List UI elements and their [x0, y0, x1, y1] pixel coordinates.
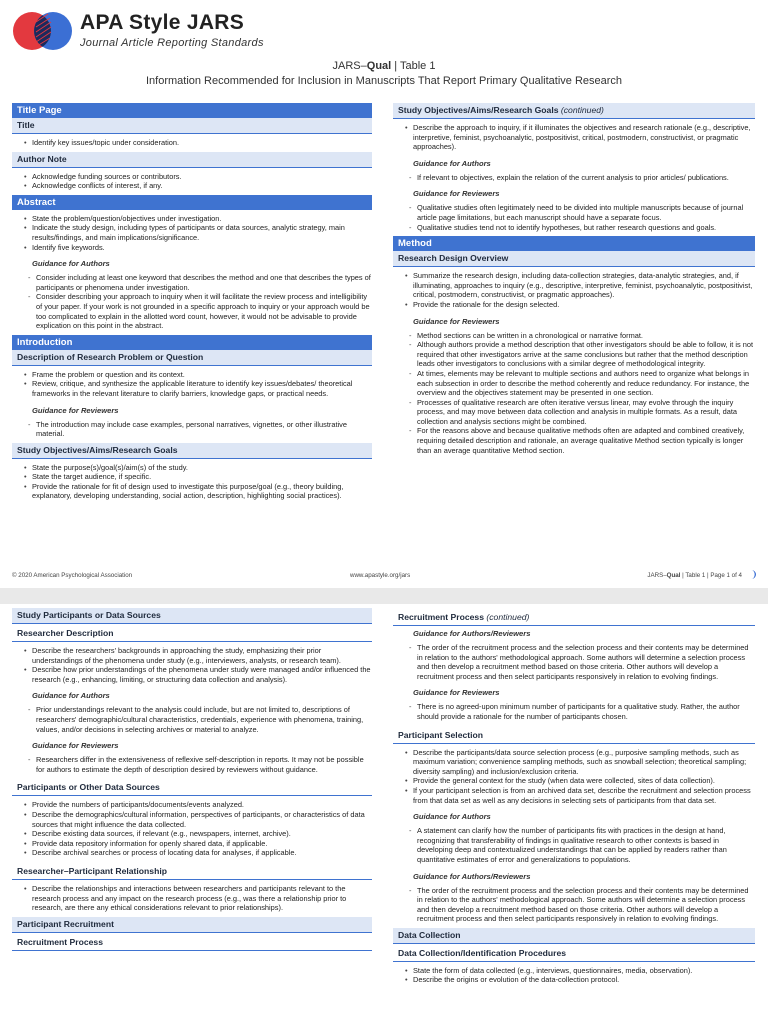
objectives-authors-list [393, 173, 755, 183]
list-item: • Describe the demographics/cultural information, perspectives of participants, or characteristics of data sources that might influence the data collected. [24, 810, 372, 829]
guidance-heading: Guidance for Authors [413, 158, 491, 168]
page1-left-column [12, 103, 372, 505]
list-item: • Provide the rationale for fit of design used to investigate this purpose/goal (e.g., theory building, explanatory, developing understanding, social action, description, highlighting social practices). [24, 482, 372, 501]
other-sources-list [12, 800, 372, 858]
objectives-cont-list [393, 123, 755, 152]
list-item: - Qualitative studies tend not to identify hypotheses, but rather research questions and goals. [409, 223, 755, 233]
subsection-researcher-description: Researcher Description [12, 624, 372, 642]
selection-ar-list [393, 886, 755, 924]
crescent-icon [747, 570, 756, 579]
list-item: - Although authors provide a method description that other investigators should be able to follow, it is not required that other investigators arrive at the same conclusions but rather that the method description leads other investigators to conclusions with a similar degree of methodological integrity. [409, 340, 755, 369]
list-item: - The order of the recruitment process and the selection process and their contents may be determined in relation to the authors' methodological approach. Some authors will determine a selection process and then develop a recruitment method based on those criteria. Other authors will develop a recruitment process and then select participants responsively in relation to evolving findings. [409, 643, 755, 681]
footer-page-suffix: | Table 1 | Page 1 of 4 [680, 572, 742, 579]
abstract-list [12, 214, 372, 252]
guidance-heading: Guidance for Authors/Reviewers [413, 871, 531, 881]
table-subtitle: Information Recommended for Inclusion in Manuscripts That Report Primary Qualitative Research [145, 75, 623, 87]
list-item: - The introduction may include case examples, personal narratives, vignettes, or other illustrative material. [28, 420, 372, 439]
list-item: • Indicate the study design, including types of participants or data sources, analytic strategy, main results/findings, and main implications/significance. [24, 223, 372, 242]
subsection-data-collection: Data Collection [393, 928, 755, 944]
list-item: • Acknowledge conflicts of interest, if any. [24, 181, 372, 191]
list-item: - Researchers differ in the extensiveness of reflexive self-description in reports. It may not be possible for authors to estimate the depth of description desired by reviewers without guidance. [28, 755, 372, 774]
dc-list [393, 966, 755, 985]
subsection-objectives: Study Objectives/Aims/Research Goals [12, 443, 372, 459]
list-item: - Method sections can be written in a chronological or narrative format. [409, 331, 755, 341]
list-item: • Review, critique, and synthesize the applicable literature to identify key issues/debates/ theoretical frameworks in the relevant literature to clarify barriers, knowledge gaps, or practical needs. [24, 379, 372, 398]
table-title [0, 60, 768, 72]
list-item: • Describe the participants/data source selection process (e.g., purposive sampling methods, such as maximum variation; convenience sampling methods, such as snowball selection; theoretical sampling; diversity sampling) and inclusion/exclusion criteria. [405, 748, 755, 777]
section-method: Method [393, 236, 755, 251]
guidance-heading: Guidance for Reviewers [413, 189, 500, 199]
guidance-heading: Guidance for Reviewers [32, 405, 119, 415]
guidance-heading: Guidance for Reviewers [413, 316, 500, 326]
page2-right-column [393, 608, 755, 989]
objectives-reviewers-list [393, 203, 755, 232]
title-list [12, 138, 372, 148]
subsection-recruitment-process: Recruitment Process [12, 933, 372, 951]
subsection-title: Title [12, 118, 372, 134]
list-item: • State the target audience, if specific. [24, 472, 372, 482]
author-note-list [12, 172, 372, 191]
list-item: • Describe the origins or evolution of the data-collection protocol. [405, 975, 755, 985]
subsection-recruitment-continued [393, 608, 755, 626]
guidance-heading: Guidance for Authors [413, 812, 491, 822]
list-item: - Consider including at least one keyword that describes the method and one that describes the types of participants or phenomena under investigation. [28, 273, 372, 292]
guidance-heading: Guidance for Authors/Reviewers [413, 629, 531, 638]
list-item: • Describe archival searches or process of locating data for analyses, if applicable. [24, 848, 372, 858]
rd-reviewers-list [12, 755, 372, 774]
list-item: • Provide data repository information for openly shared data, if applicable. [24, 839, 372, 849]
list-item: - Consider describing your approach to inquiry when it will facilitate the review process and intelligibility of your paper. If your work is not grounded in a specific approach to inquiry or your approach would be too complicated to explain in the allotted word count, however, it would not be advisable to provide explication on this point in the abstract. [28, 292, 372, 330]
recruit-cont-label: Recruitment Process [398, 612, 484, 622]
subsection-objectives-continued [393, 103, 755, 119]
subsection-participants: Study Participants or Data Sources [12, 608, 372, 624]
design-list [393, 271, 755, 309]
page1-right-column [393, 103, 755, 459]
list-item: • Summarize the research design, including data-collection strategies, data-analytic strategies, and, if illuminating, approaches to inquiry (e.g., descriptive, interpretive, feminist, psychoanalytic, postpositivist, critical, postmodern, constructivist, or pragmatic approaches). [405, 271, 755, 300]
subsection-relationship: Researcher–Participant Relationship [12, 862, 372, 880]
list-item: • Provide the numbers of participants/documents/events analyzed. [24, 800, 372, 810]
design-guidance-list [393, 331, 755, 456]
guidance-heading: Guidance for Authors [32, 691, 110, 701]
continued-label: (continued) [560, 105, 604, 115]
list-item: - At times, elements may be relevant to multiple sections and authors need to organize what belongs in each subsection in order to describe the method coherently and reduce redundancy. For instance, the overview and the objectives statement may be presented in one section. [409, 369, 755, 398]
page2-left-column [12, 608, 372, 951]
guidance-heading: Guidance for Reviewers [413, 688, 500, 698]
list-item: - If relevant to objectives, explain the relation of the current analysis to prior articles/ publications. [409, 173, 755, 183]
list-item: - Prior understandings relevant to the analysis could include, but are not limited to, descriptions of researchers' demographic/cultural characteristics, credentials, experience with phenomena, training, values, and/or decisions in selecting archives or material to analyze. [28, 705, 372, 734]
brand-title: APA Style JARS [80, 11, 245, 34]
list-item: • Identify key issues/topic under consideration. [24, 138, 372, 148]
continued-label: (continued) [486, 612, 530, 622]
guidance-heading: Guidance for Authors [32, 259, 110, 269]
guidance-heading: Guidance for Reviewers [32, 741, 119, 751]
problem-guidance-list [12, 420, 372, 439]
apa-logo-icon [12, 10, 74, 52]
researcher-desc-list [12, 646, 372, 684]
problem-list [12, 370, 372, 399]
section-title-page: Title Page [12, 103, 372, 118]
footer-page-bold: Qual [666, 572, 681, 579]
recruit-ar-list [393, 643, 755, 681]
subsection-recruitment: Participant Recruitment [12, 917, 372, 933]
table-title-bold: Qual [366, 60, 392, 72]
list-item: - There is no agreed-upon minimum number of participants for a qualitative study. Rather, the author should provide a rationale for the number of participants chosen. [409, 702, 755, 721]
footer-page-prefix: JARS– [647, 572, 667, 579]
list-item: - The order of the recruitment process and the selection process and their contents may be determined in relation to the authors' methodological approach. Some authors will determine a selection process and then develop a recruitment method based on those criteria. Other authors will develop a recruitment process and then select participants responsively in relation to evolving findings. [409, 886, 755, 924]
list-item: • State the purpose(s)/goal(s)/aim(s) of the study. [24, 463, 372, 473]
subsection-selection: Participant Selection [393, 726, 755, 744]
selection-authors-list [393, 826, 755, 864]
list-item: • Identify five keywords. [24, 243, 372, 253]
objectives-list [12, 463, 372, 501]
selection-list [393, 748, 755, 806]
list-item: • Describe the approach to inquiry, if it illuminates the objectives and research rationale (e.g., descriptive, interpretive, feminist, psychoanalytic, postpositivist, critical, postmodern, constructivist, or pragmatic approaches). [405, 123, 755, 152]
subsection-dc-procedures: Data Collection/Identification Procedures [393, 944, 755, 962]
list-item: - Processes of qualitative research are often iterative versus linear, may evolve through the inquiry process, and may move between data collection and analysis in multiple formats. As a result, data collection and analysis sections might be combined. [409, 398, 755, 427]
list-item: • State the form of data collected (e.g., interviews, questionnaires, media, observation). [405, 966, 755, 976]
list-item: • Frame the problem or question and its context. [24, 370, 372, 380]
recruit-r-list [393, 702, 755, 721]
list-item: • Acknowledge funding sources or contributors. [24, 172, 372, 182]
list-item: - A statement can clarify how the number of participants fits with practices in the design at hand, recognizing that transferability of findings in qualitative research to other contexts is based in developing deep and contextualized understandings that can be applied by readers rather than quantitative estimates of error and generalizations to populations. [409, 826, 755, 864]
footer-copyright: © 2020 American Psychological Association [12, 572, 133, 579]
section-introduction: Introduction [12, 335, 372, 350]
list-item: • If your participant selection is from an archived data set, describe the recruitment and selection process from that data set as well as any decisions in selecting sets of participants from that data set. [405, 786, 755, 805]
brand-subtitle: Journal Article Reporting Standards [80, 37, 264, 49]
list-item: • Describe the researchers' backgrounds in approaching the study, emphasizing their prior understandings of the phenomena under study (e.g., interviewers, analysts, or research team). [24, 646, 372, 665]
relationship-list [12, 884, 372, 913]
subsection-author-note: Author Note [12, 152, 372, 168]
list-item: • State the problem/question/objectives under investigation. [24, 214, 372, 224]
page-2 [0, 604, 768, 1024]
footer-page [647, 572, 742, 579]
table-title-suffix: | Table 1 [391, 60, 436, 72]
list-item: - For the reasons above and because qualitative methods often are adapted and combined creatively, requiring detailed description and rationale, an average qualitative Method section typically is longer than an average quantitative Method section. [409, 426, 755, 455]
rd-authors-list [12, 705, 372, 734]
table-title-prefix: JARS– [332, 60, 367, 72]
list-item: • Describe existing data sources, if relevant (e.g., newspapers, internet, archive). [24, 829, 372, 839]
section-abstract: Abstract [12, 195, 372, 210]
list-item: - Qualitative studies often legitimately need to be divided into multiple manuscripts because of journal article page limitations, but each manuscript should have a separate focus. [409, 203, 755, 222]
list-item: • Provide the general context for the study (when data were collected, sites of data collection). [405, 776, 755, 786]
page-header [0, 0, 768, 100]
list-item: • Describe the relationships and interactions between researchers and participants relevant to the research process and any impact on the research process (e.g., was there a relationship prior to research, are there any ethical considerations relevant to prior relationships). [24, 884, 372, 913]
subsection-design: Research Design Overview [393, 251, 755, 267]
footer-url[interactable]: www.apastyle.org/jars [350, 572, 411, 579]
subsection-other-sources: Participants or Other Data Sources [12, 778, 372, 796]
abstract-guidance-list [12, 273, 372, 331]
list-item: • Describe how prior understandings of the phenomena under study were managed and/or influenced the research (e.g., enhancing, limiting, or structuring data collection and analysis). [24, 665, 372, 684]
list-item: • Provide the rationale for the design selected. [405, 300, 755, 310]
objectives-cont-label: Study Objectives/Aims/Research Goals [398, 105, 559, 115]
subsection-problem: Description of Research Problem or Question [12, 350, 372, 366]
